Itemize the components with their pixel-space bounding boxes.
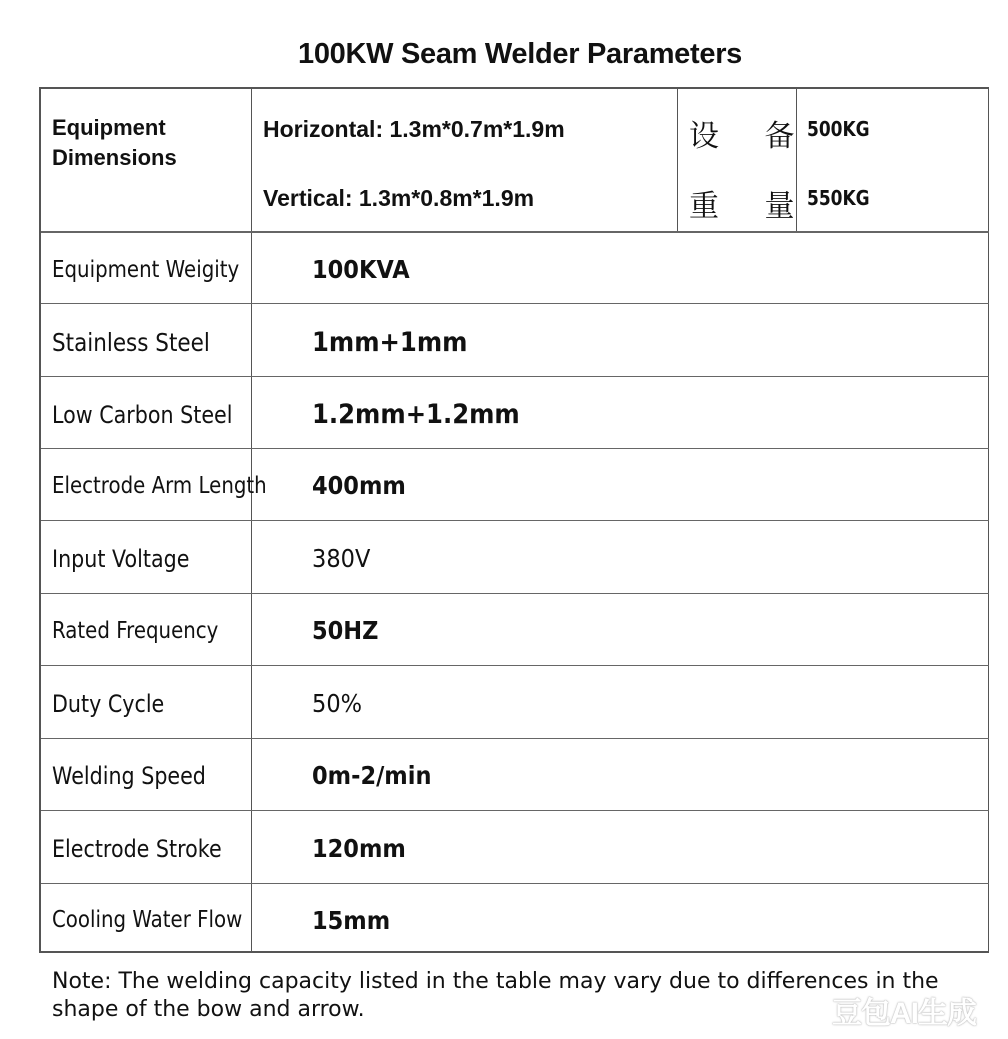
row-value: 1.2mm+1.2mm [312, 399, 520, 430]
row-value: 15mm [312, 906, 391, 935]
row-divider [41, 738, 989, 739]
row-divider [41, 231, 989, 233]
dimensions-label: Equipment Dimensions [52, 115, 177, 170]
row-value: 120mm [312, 834, 406, 863]
row-label: Input Voltage [52, 545, 190, 573]
row-value: 100KVA [312, 255, 410, 284]
row-label: Equipment Weigity [52, 257, 240, 283]
row-value: 400mm [312, 471, 406, 500]
row-value: 0m-2/min [312, 761, 432, 790]
row-divider [41, 376, 989, 377]
row-value: 1mm+1mm [312, 327, 468, 358]
weight-label-bottom: 重 量 [689, 189, 813, 224]
row-divider [41, 665, 989, 666]
weight-bottom: 550KG [807, 186, 870, 210]
row-label: Duty Cycle [52, 690, 165, 718]
row-label: Rated Frequency [52, 618, 219, 644]
row-divider [41, 883, 989, 884]
col-divider [251, 89, 252, 953]
row-value: 50HZ [312, 616, 379, 645]
row-divider [41, 448, 989, 449]
dimensions-vertical: Vertical: 1.3m*0.8m*1.9m [263, 185, 535, 211]
dimensions-horizontal: Horizontal: 1.3m*0.7m*1.9m [263, 116, 565, 142]
footnote: Note: The welding capacity listed in the table may vary due to differences in the shape of the bow and arrow. [52, 969, 939, 1022]
col-divider [677, 89, 678, 232]
row-label: Cooling Water Flow [52, 907, 243, 933]
row-divider [41, 303, 989, 304]
weight-label-top: 设 备 [689, 119, 813, 154]
parameters-table [39, 87, 989, 953]
row-divider [41, 593, 989, 594]
row-divider [41, 810, 989, 811]
watermark: 豆包AI生成 [832, 997, 976, 1030]
row-label: Stainless Steel [52, 328, 210, 357]
page-title: 100KW Seam Welder Parameters [297, 38, 743, 70]
row-label: Welding Speed [52, 762, 206, 790]
row-value: 50% [312, 689, 363, 718]
row-value: 380V [312, 544, 371, 573]
row-label: Electrode Stroke [52, 835, 222, 863]
row-label: Electrode Arm Length [52, 473, 267, 499]
weight-top: 500KG [807, 117, 870, 141]
row-label: Low Carbon Steel [52, 401, 233, 429]
row-divider [41, 520, 989, 521]
